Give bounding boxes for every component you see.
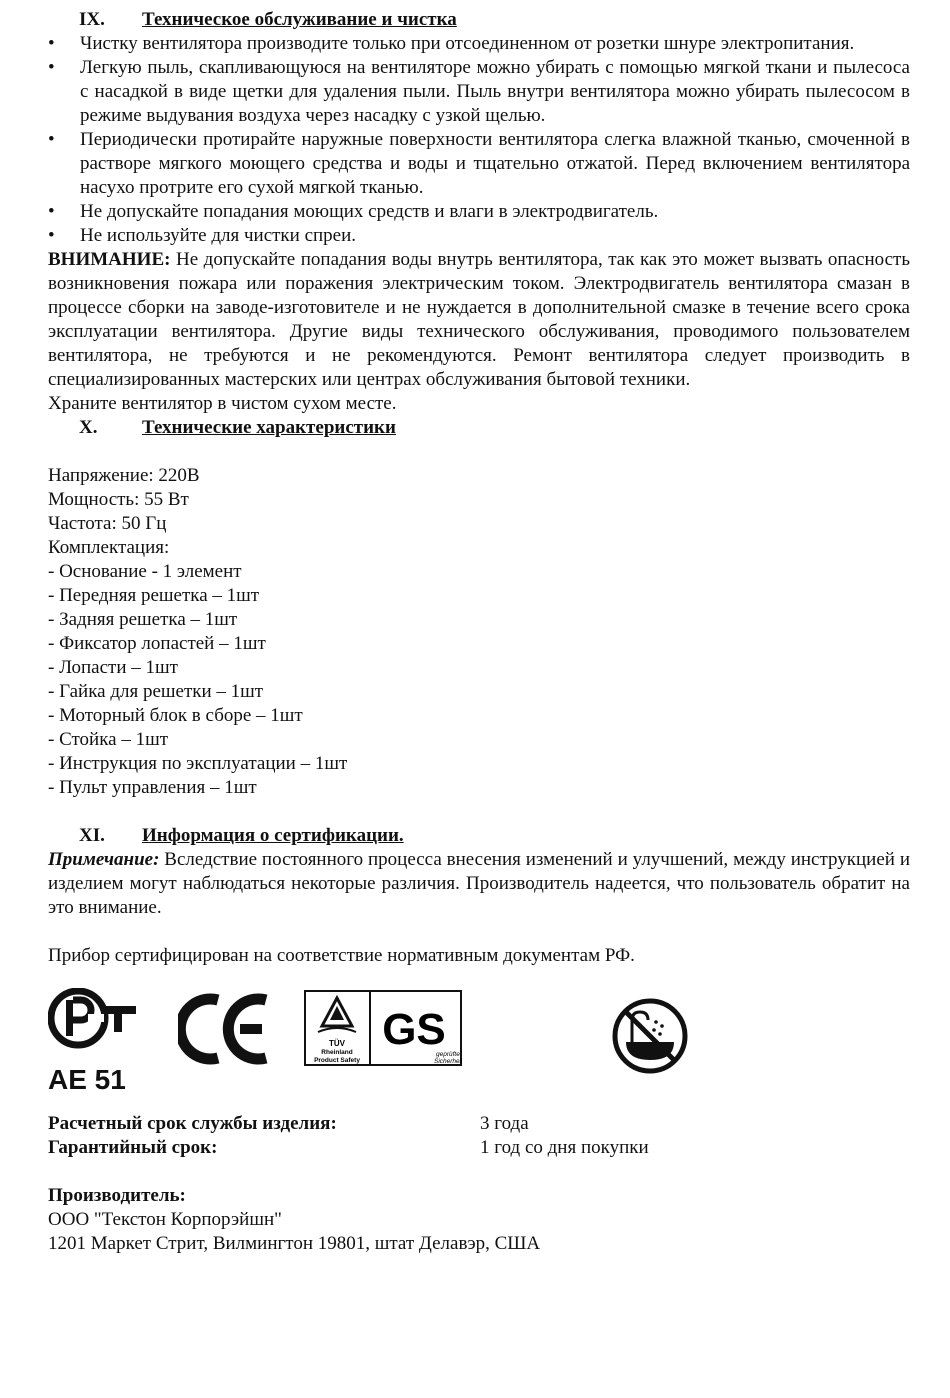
warning-label: ВНИМАНИЕ: [48, 249, 171, 270]
svg-text:Rheinland: Rheinland [321, 1049, 353, 1056]
warning-text: Не допускайте попадания воды внутрь вентилятора, так как это может вызвать опасность возникновения пожара или поражения электрическим током. Электродвигатель вентилятора смазан в процессе сборки на заводе-изготовителе и не нуждается в дополнительной смазке в течение всего срока эксплуатации вентилятора. Другие виды технического обслуживания, проводимого пользователем вентилятора, не требуются и не рекомендуются. Ремонт вентилятора следует производить в специализированных мастерских или центрах обслуживания бытовой техники. [48, 249, 910, 390]
list-item: • Чистку вентилятора производите только при отсоединенном от розетки шнуре электропитания. [48, 32, 910, 56]
no-bath-icon [610, 996, 690, 1076]
list-item: • Не используйте для чистки спреи. [48, 224, 910, 248]
svg-text:geprüfte: geprüfte [436, 1051, 460, 1058]
section-number: XI. [79, 825, 105, 846]
section-heading-maintenance [48, 8, 910, 32]
manufacturer-name: ООО "Текстон Корпорэйшн" [48, 1209, 282, 1230]
manufacturer-address: 1201 Маркет Стрит, Вилмингтон 19801, штат Делавэр, США [48, 1233, 541, 1254]
svg-text:TÜV: TÜV [329, 1039, 345, 1048]
spec-line: - Инструкция по эксплуатации – 1шт [48, 753, 348, 774]
section-heading-certification [48, 824, 910, 848]
storage-note: Храните вентилятор в чистом сухом месте. [48, 393, 397, 414]
note-text: Вследствие постоянного процесса внесения изменений и улучшений, между инструкцией и изделием могут наблюдаться некоторые различия. Производитель надеется, что пользователь обратит на это внимание. [48, 849, 910, 918]
spec-line: Частота: 50 Гц [48, 513, 167, 534]
certified-statement: Прибор сертифицирован на соответствие нормативным документам РФ. [48, 945, 635, 966]
list-item: • Легкую пыль, скапливающуюся на вентиляторе можно убирать с помощью мягкой ткани и пылесоса с насадкой в виде щетки для удаления пыли. Пыль внутри вентилятора можно убирать пылесосом в режиме выдувания воздуха через насадку с узкой щелью. [48, 56, 910, 128]
specs-list [48, 464, 910, 800]
spec-line: Мощность: 55 Вт [48, 489, 189, 510]
warranty-value: 1 год со дня покупки [480, 1137, 649, 1158]
section-heading-specs [48, 416, 910, 440]
spec-line: - Задняя решетка – 1шт [48, 609, 238, 630]
spec-line: - Основание - 1 элемент [48, 561, 242, 582]
service-life-value: 3 года [480, 1113, 529, 1134]
spec-line: - Моторный блок в сборе – 1шт [48, 705, 303, 726]
spec-line: Напряжение: 220В [48, 465, 200, 486]
spec-line: - Фиксатор лопастей – 1шт [48, 633, 266, 654]
spec-line: - Гайка для решетки – 1шт [48, 681, 264, 702]
rst-code: AE 51 [48, 1064, 126, 1095]
section-title: Информация о сертификации. [142, 825, 404, 846]
maintenance-list [48, 32, 910, 248]
document-page [48, 8, 910, 1256]
svg-text:GS: GS [382, 1005, 446, 1054]
service-life-label: Расчетный срок службы изделия: [48, 1113, 337, 1134]
section-title: Технические характеристики [142, 417, 396, 438]
note-paragraph [48, 848, 910, 920]
spec-line: - Пульт управления – 1шт [48, 777, 257, 798]
warning-paragraph [48, 248, 910, 392]
tuv-gs-icon [304, 990, 462, 1066]
svg-text:Product Safety: Product Safety [314, 1057, 360, 1064]
service-life-row [48, 1112, 910, 1136]
ce-mark-icon [178, 992, 274, 1066]
spec-line: Комплектация: [48, 537, 170, 558]
section-number: IX. [79, 9, 105, 30]
spec-line: - Стойка – 1шт [48, 729, 169, 750]
certification-logos [48, 988, 910, 1100]
section-title: Техническое обслуживание и чистка [142, 9, 457, 30]
list-item: • Не допускайте попадания моющих средств и влаги в электродвигатель. [48, 200, 910, 224]
note-label: Примечание: [48, 849, 160, 870]
section-number: X. [79, 417, 98, 438]
spec-line: - Лопасти – 1шт [48, 657, 178, 678]
list-item: • Периодически протирайте наружные поверхности вентилятора слегка влажной тканью, смоченной в растворе мягкого моющего средства и воды и тщательно отжатой. Перед включением вентилятора насухо протрите его сухой мягкой тканью. [48, 128, 910, 200]
rst-logo-icon [48, 988, 140, 1095]
svg-text:Sicherheit: Sicherheit [434, 1058, 462, 1065]
warranty-row [48, 1136, 910, 1160]
manufacturer-label: Производитель: [48, 1185, 186, 1206]
spec-line: - Передняя решетка – 1шт [48, 585, 260, 606]
warranty-label: Гарантийный срок: [48, 1137, 218, 1158]
